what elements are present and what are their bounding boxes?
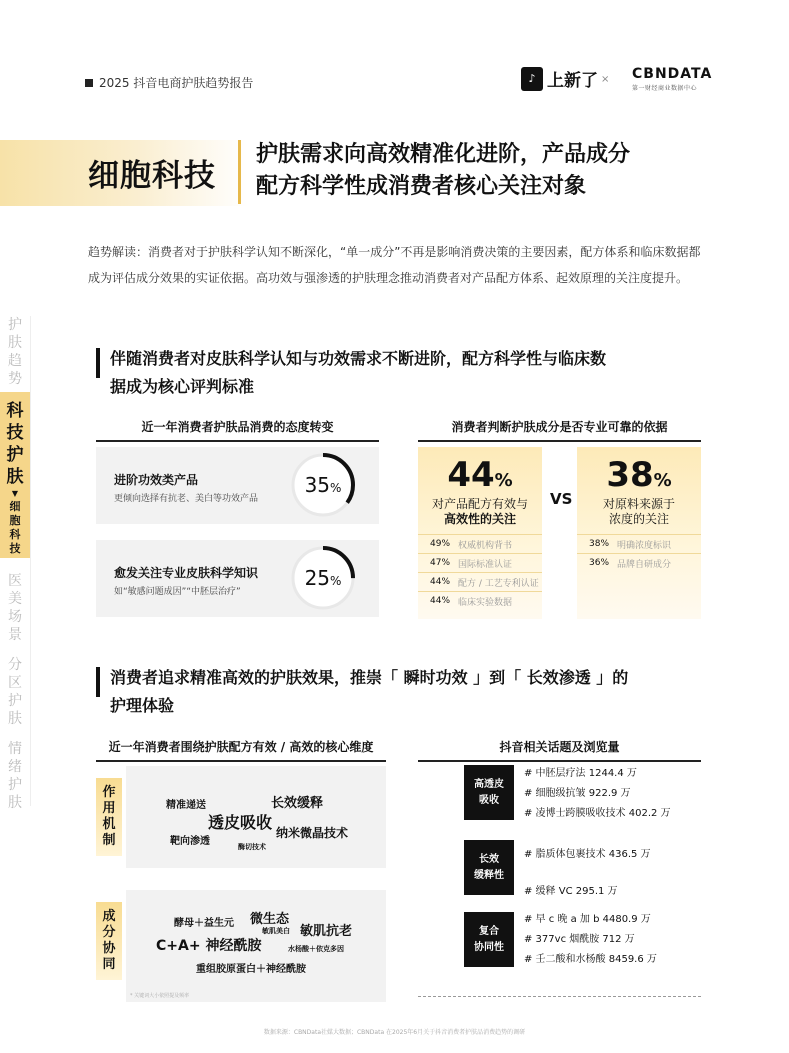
percent-number: 35 bbox=[304, 473, 331, 497]
side-char: 胞 bbox=[9, 514, 21, 527]
row-text: 明确浓度标识 bbox=[617, 540, 672, 551]
topic-item[interactable]: # 细胞级抗皱 922.9 万 bbox=[524, 788, 631, 799]
topic-list bbox=[524, 764, 671, 824]
attitude-card-2 bbox=[96, 540, 379, 617]
square-icon bbox=[85, 79, 93, 87]
side-nav-tech-skincare[interactable] bbox=[0, 400, 30, 556]
keyword: 长效缓释 bbox=[271, 796, 324, 811]
arrow-down-icon: ▼ bbox=[11, 489, 19, 498]
topics-title: 抖音相关话题及浏览量 bbox=[418, 738, 701, 762]
box-label: 对产品配方有效与 bbox=[431, 497, 528, 511]
group-label-synergy bbox=[464, 912, 514, 967]
keyword: 靶向渗透 bbox=[170, 836, 210, 847]
topic-item[interactable]: # 壬二酸和水杨酸 8459.6 万 bbox=[524, 954, 657, 965]
cbndata-tagline: 第一财经商业数据中心 bbox=[632, 85, 698, 92]
keyword: C+A+ 神经酰胺 bbox=[156, 938, 262, 954]
basis-row bbox=[577, 534, 701, 553]
topic-item[interactable]: # 凌博士跨膜吸收技术 402.2 万 bbox=[524, 808, 671, 819]
big-sign: % bbox=[494, 470, 513, 491]
percent-value bbox=[290, 473, 356, 497]
side-nav-divider bbox=[30, 316, 31, 806]
side-char: 护 bbox=[8, 777, 22, 793]
keyword: 重组胶原蛋白＋神经酰胺 bbox=[196, 964, 306, 975]
heading-line: 据成为核心评判标准 bbox=[110, 377, 255, 396]
basis-row bbox=[577, 553, 701, 572]
cbndata-name: CBNDATA bbox=[632, 66, 713, 82]
tag-char: 制 bbox=[102, 833, 116, 848]
tag-char: 协 bbox=[102, 941, 116, 956]
tag-char: 作 bbox=[102, 785, 116, 800]
side-char: 医 bbox=[8, 573, 22, 589]
keyword: 纳米微晶技术 bbox=[276, 826, 349, 840]
section2-marker bbox=[96, 667, 100, 697]
keyword: 酶切技术 bbox=[238, 843, 266, 851]
logo-separator: × bbox=[601, 74, 610, 85]
side-char: 肤 bbox=[8, 335, 22, 351]
topic-list bbox=[524, 910, 657, 970]
side-char: 景 bbox=[8, 627, 22, 643]
row-pct: 38% bbox=[589, 539, 610, 549]
mechanism-tag bbox=[96, 778, 122, 856]
group-label-line: 高透皮 bbox=[474, 778, 504, 790]
big-number: 44 bbox=[447, 455, 495, 495]
box-label: 高效性的关注 bbox=[443, 512, 516, 526]
basis-row bbox=[418, 572, 542, 591]
vs-label: VS bbox=[550, 490, 573, 508]
card-title: 愈发关注专业皮肤科学知识 bbox=[114, 566, 259, 580]
row-text: 临床实验数据 bbox=[458, 597, 513, 608]
keyword: 微生态 bbox=[250, 912, 290, 927]
logo-brand: 上新了 bbox=[547, 71, 598, 91]
tag-char: 机 bbox=[102, 817, 116, 832]
side-nav-zone-skincare[interactable] bbox=[0, 656, 30, 728]
report-title bbox=[85, 74, 253, 91]
side-char: 技 bbox=[6, 423, 24, 443]
percent-sign: % bbox=[330, 574, 342, 588]
percent-value bbox=[290, 566, 356, 590]
big-percent bbox=[577, 455, 701, 495]
section1-marker bbox=[96, 348, 100, 378]
tag-char: 同 bbox=[102, 957, 116, 972]
big-sign: % bbox=[653, 470, 672, 491]
heading-line: 伴随消费者对皮肤科学认知与功效需求不断进阶，配方科学性与临床数 bbox=[110, 349, 607, 368]
box-label: 对原料来源于 bbox=[602, 497, 675, 511]
music-note-icon: ♪ bbox=[521, 67, 543, 91]
side-char: 区 bbox=[8, 675, 22, 691]
side-nav-medical-beauty[interactable] bbox=[0, 572, 30, 644]
page-subtitle bbox=[256, 139, 716, 203]
group-label-penetration bbox=[464, 765, 514, 820]
tag-char: 分 bbox=[102, 925, 116, 940]
mechanism-wordcloud bbox=[126, 766, 386, 868]
row-pct: 49% bbox=[430, 539, 451, 549]
row-pct: 36% bbox=[589, 558, 610, 568]
group-label-line: 缓释性 bbox=[474, 869, 504, 881]
side-char: 护 bbox=[6, 445, 24, 465]
subtitle-line: 护肤需求向高效精准化进阶，产品成分 bbox=[256, 142, 631, 167]
row-pct: 44% bbox=[430, 596, 451, 606]
side-char: 场 bbox=[8, 609, 22, 625]
keyword: 酵母＋益生元 bbox=[174, 918, 234, 929]
report-title-text: 2025 抖音电商护肤趋势报告 bbox=[99, 76, 254, 90]
attitude-card-1 bbox=[96, 447, 379, 524]
keyword: 敏肌抗老 bbox=[300, 924, 353, 939]
row-text: 权威机构背书 bbox=[458, 540, 513, 551]
side-char: 情 bbox=[8, 741, 22, 757]
trend-interpretation: 趋势解读：消费者对于护肤科学认知不断深化，“单一成分”不再是影响消费决策的主要因素，配方体系和临床数据都成为评估成分效果的实证依据。高功效与强渗透的护肤理念推动消费者对产品配方体系、起效原理的关注度提升。 bbox=[88, 245, 701, 285]
topic-item[interactable]: # 早 c 晚 a 加 b 4480.9 万 bbox=[524, 914, 651, 925]
topic-item[interactable]: # 中胚层疗法 1244.4 万 bbox=[524, 768, 637, 779]
side-char: 科 bbox=[9, 528, 21, 541]
side-char: 细 bbox=[9, 500, 21, 513]
box-label: 浓度的关注 bbox=[608, 512, 669, 526]
keyword: 敏肌美白 bbox=[262, 927, 290, 935]
row-text: 品牌自研成分 bbox=[617, 559, 672, 570]
big-number: 38 bbox=[606, 455, 654, 495]
big-percent bbox=[418, 455, 542, 495]
synergy-wordcloud bbox=[126, 890, 386, 1002]
side-nav-emotional-skincare[interactable] bbox=[0, 740, 30, 812]
group-label-sustained bbox=[464, 840, 514, 895]
basis-row bbox=[418, 591, 542, 610]
footnote: * 关键词大小依照提及频率 bbox=[130, 993, 190, 999]
attitude-shift-title: 近一年消费者护肤品消费的态度转变 bbox=[96, 418, 379, 442]
page-title: 细胞科技 bbox=[88, 158, 216, 194]
topic-list bbox=[524, 836, 651, 910]
keyword: 精准递送 bbox=[166, 800, 206, 811]
side-char: 护 bbox=[8, 317, 22, 333]
side-char: 绪 bbox=[8, 759, 22, 775]
douyin-logo bbox=[521, 66, 598, 91]
side-nav-skincare-trend[interactable] bbox=[0, 316, 30, 388]
percent-sign: % bbox=[330, 481, 342, 495]
percent-number: 25 bbox=[304, 566, 331, 590]
synergy-tag bbox=[96, 902, 122, 980]
card-title: 进阶功效类产品 bbox=[114, 473, 199, 487]
row-text: 配方 / 工艺专利认证 bbox=[458, 578, 539, 589]
raw-material-focus-box bbox=[577, 447, 701, 619]
tag-char: 用 bbox=[102, 801, 116, 816]
keyword: 透皮吸收 bbox=[208, 813, 273, 832]
section1-heading bbox=[110, 345, 710, 401]
side-char: 美 bbox=[8, 591, 22, 607]
basis-row bbox=[418, 553, 542, 572]
card-desc: 如“敏感问题成因”“中胚层治疗” bbox=[114, 587, 241, 597]
tag-char: 成 bbox=[102, 909, 116, 924]
heading-line: 消费者追求精准高效的护肤效果，推崇「 瞬时功效 」到「 长效渗透 」的 bbox=[110, 668, 629, 687]
group-label-line: 长效 bbox=[479, 853, 499, 865]
topic-item[interactable]: # 377vc 烟酰胺 712 万 bbox=[524, 934, 635, 945]
banner-divider bbox=[238, 140, 241, 204]
side-char: 势 bbox=[8, 371, 22, 387]
dashed-divider bbox=[418, 996, 701, 997]
section2-heading bbox=[110, 664, 710, 720]
core-dimension-title: 近一年消费者围绕护肤配方有效 / 高效的核心维度 bbox=[96, 738, 386, 762]
row-text: 国际标准认证 bbox=[458, 559, 513, 570]
heading-line: 护理体验 bbox=[110, 696, 175, 715]
subtitle-line: 配方科学性成消费者核心关注对象 bbox=[256, 174, 587, 199]
topic-item[interactable]: # 缓释 VC 295.1 万 bbox=[524, 886, 618, 897]
row-pct: 47% bbox=[430, 558, 451, 568]
cbndata-logo bbox=[632, 66, 712, 92]
side-char: 趋 bbox=[8, 353, 22, 369]
group-label-line: 吸收 bbox=[479, 794, 499, 806]
basis-row bbox=[418, 534, 542, 553]
group-label-line: 复合 bbox=[479, 925, 499, 937]
side-char: 科 bbox=[6, 401, 24, 421]
formula-focus-box bbox=[418, 447, 542, 619]
row-pct: 44% bbox=[430, 577, 451, 587]
group-label-line: 协同性 bbox=[474, 941, 504, 953]
side-char: 肤 bbox=[8, 795, 22, 811]
keyword: 水杨酸＋依克多因 bbox=[288, 945, 344, 953]
topic-item[interactable]: # 脂质体包裹技术 436.5 万 bbox=[524, 849, 651, 860]
side-char: 分 bbox=[8, 657, 22, 673]
side-char: 肤 bbox=[6, 467, 24, 487]
basis-title: 消费者判断护肤成分是否专业可靠的依据 bbox=[418, 418, 701, 442]
side-char: 技 bbox=[9, 542, 21, 555]
data-source-footer: 数据来源：CBNData社媒大数据；CBNData 在2025年6月关于抖音消费者护肤品消费趋势的调研 bbox=[263, 1029, 526, 1036]
side-char: 肤 bbox=[8, 711, 22, 727]
side-char: 护 bbox=[8, 693, 22, 709]
card-desc: 更倾向选择有抗老、美白等功效产品 bbox=[114, 494, 259, 504]
